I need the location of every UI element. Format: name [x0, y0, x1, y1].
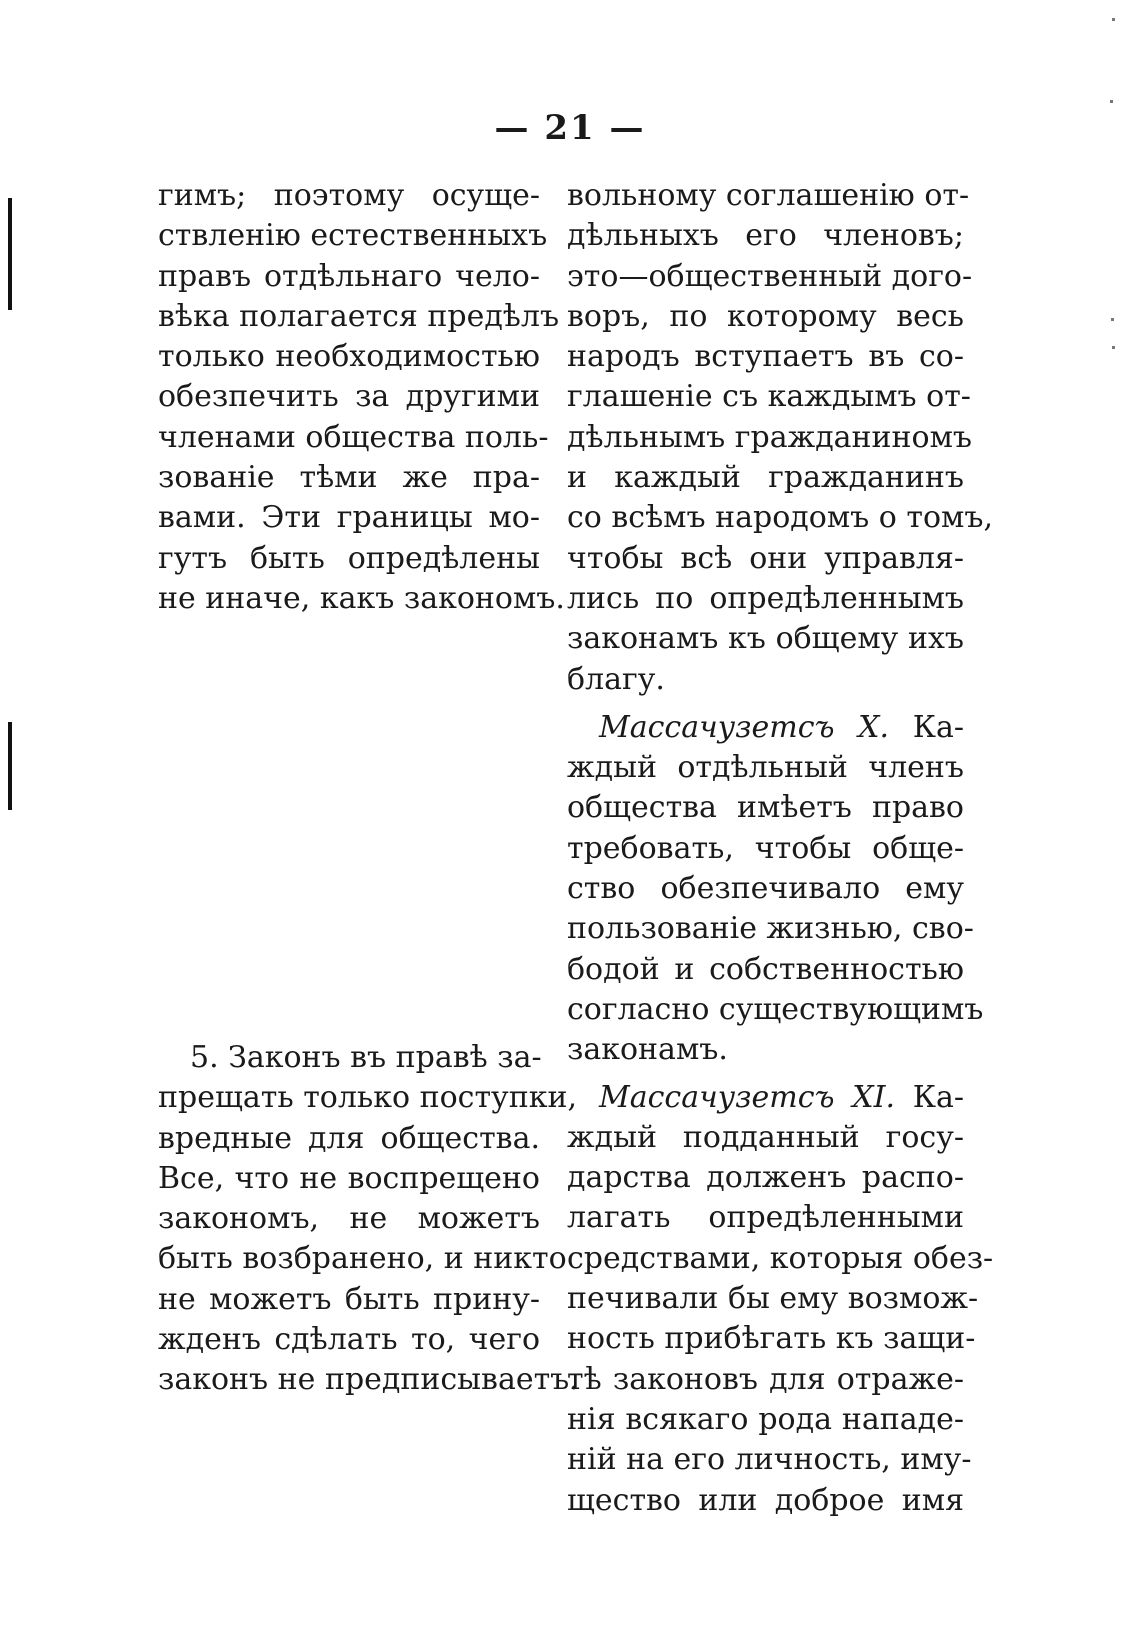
text-line: прещать только поступки,: [158, 1080, 577, 1116]
scan-speck: [1112, 346, 1115, 349]
text-fragment: Ка-: [912, 709, 964, 745]
scan-edge-mark-top: [8, 198, 12, 310]
text-line: зованіе тѣми же пра-: [158, 460, 540, 496]
text-line: согласно существующимъ: [567, 991, 984, 1027]
text-line: вольному соглашенію от-: [567, 178, 970, 213]
right-paragraph-continued: [567, 176, 993, 700]
text-line: нія всякаго рода нападе-: [567, 1401, 964, 1437]
text-line: ство обезпечивало ему: [567, 871, 964, 907]
scan-speck: [1110, 100, 1113, 103]
page-number: — 21 —: [494, 108, 646, 148]
scan-speck: [1111, 318, 1114, 321]
right-column: [567, 176, 994, 1521]
text-line: глашеніе съ каждымъ от-: [567, 379, 971, 415]
scan-edge-mark-middle: [8, 722, 12, 810]
text-line: дѣльнымъ гражданиномъ: [567, 419, 973, 455]
text-line: Все, что не воспрещено: [158, 1160, 540, 1196]
text-line: ждый подданный госу-: [567, 1119, 964, 1155]
text-line: вредные для общества.: [158, 1120, 540, 1156]
text-line: жденъ сдѣлать то, чего: [158, 1322, 540, 1358]
text-line: пользованіе жизнью, сво-: [567, 911, 974, 947]
text-line: требовать, чтобы обще-: [567, 830, 964, 866]
text-line: не можетъ быть прину-: [158, 1281, 540, 1317]
text-line: быть возбранено, и никто: [158, 1241, 567, 1277]
left-column-article-5: [158, 1038, 579, 1401]
article-heading: Массачузетсъ XI.: [599, 1079, 895, 1115]
text-line: ній на его личность, иму-: [567, 1442, 972, 1478]
text-line: дарства долженъ распо-: [567, 1160, 964, 1196]
text-line: бодой и собственностью: [567, 951, 964, 987]
text-line: только необходимостью: [158, 339, 540, 375]
text-line: и каждый гражданинъ: [567, 460, 964, 496]
text-line: [567, 1078, 964, 1118]
text-line: тѣ законовъ для отраже-: [567, 1361, 964, 1397]
text-line: ность прибѣгать къ защи-: [567, 1321, 976, 1357]
text-line: членами общества поль-: [158, 419, 549, 455]
text-line: гимъ; поэтому осуще-: [158, 178, 540, 213]
text-line: закономъ, не можетъ: [158, 1201, 540, 1237]
text-line: лагать опредѣленными: [567, 1200, 964, 1236]
text-fragment: Ка-: [912, 1079, 964, 1115]
text-line: законамъ.: [567, 1032, 728, 1068]
left-column: [158, 176, 565, 619]
text-line: вѣка полагается предѣлъ: [158, 298, 560, 334]
text-line: не иначе, какъ закономъ.: [158, 580, 565, 616]
massachusetts-xi-paragraph: [567, 1078, 994, 1521]
text-line: средствами, которыя обез-: [567, 1240, 994, 1276]
text-line: 5. Законъ въ правѣ за-: [190, 1040, 542, 1075]
text-line: обезпечить за другими: [158, 379, 540, 415]
text-line: гутъ быть опредѣлены: [158, 540, 540, 576]
text-line: ждый отдѣльный членъ: [567, 750, 964, 786]
text-line: это—общественный дого-: [567, 258, 973, 294]
scan-speck: [1112, 18, 1115, 21]
text-line: законамъ къ общему ихъ: [567, 621, 964, 657]
text-line: народъ вступаетъ въ со-: [567, 339, 964, 375]
text-line: чтобы всѣ они управля-: [567, 540, 964, 576]
text-line: со всѣмъ народомъ о томъ,: [567, 500, 993, 536]
text-line: общества имѣетъ право: [567, 790, 964, 826]
text-line: [567, 708, 964, 748]
text-line: благу.: [567, 661, 665, 697]
text-line: ствленію естественныхъ: [158, 218, 548, 254]
text-line: воръ, по которому весь: [567, 298, 964, 334]
massachusetts-x-paragraph: [567, 708, 984, 1071]
text-line: вами. Эти границы мо-: [158, 500, 540, 536]
article-heading: Массачузетсъ X.: [599, 709, 890, 745]
text-line: правъ отдѣльнаго чело-: [158, 258, 540, 294]
text-line: щество или доброе имя: [567, 1482, 964, 1518]
text-line: лись по опредѣленнымъ: [567, 580, 964, 616]
text-line: законъ не предписываетъ.: [158, 1362, 579, 1398]
left-paragraph-continued: [158, 176, 565, 619]
text-line: дѣльныхъ его членовъ;: [567, 218, 964, 254]
text-line: печивали бы ему возмож-: [567, 1281, 979, 1317]
